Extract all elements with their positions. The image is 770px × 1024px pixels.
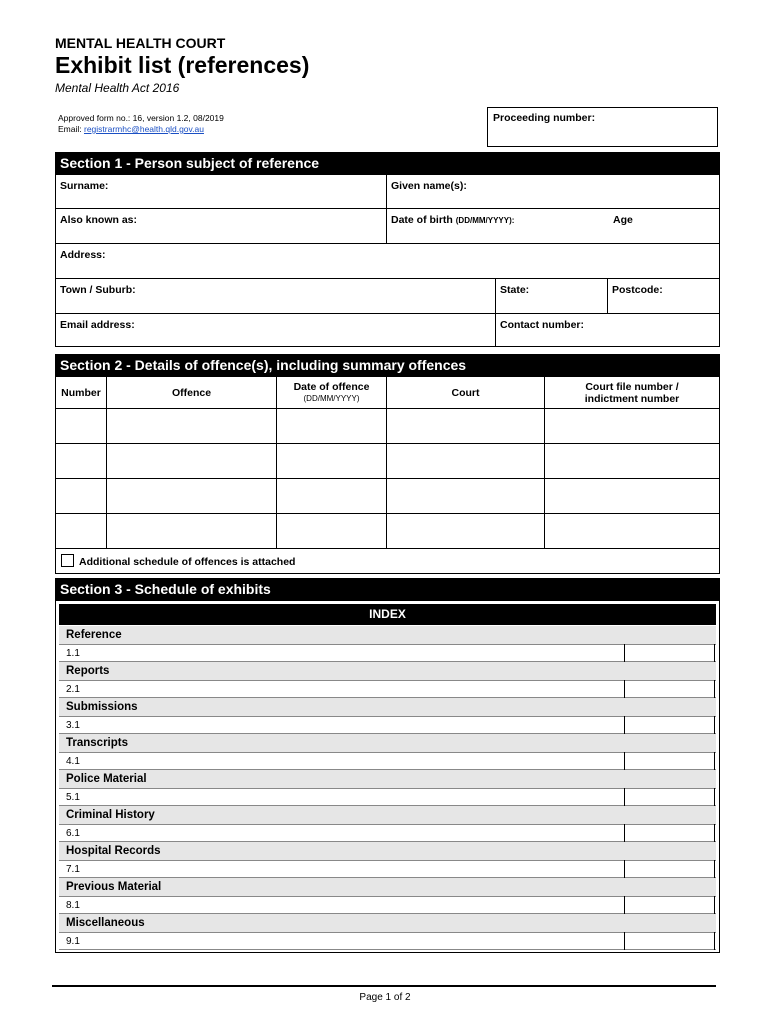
offence-row2-date[interactable] [276, 443, 387, 479]
offence-row3-file[interactable] [544, 478, 720, 514]
offence-row3-date[interactable] [276, 478, 387, 514]
exhibit-row-reports[interactable] [59, 680, 716, 698]
col-court-label: Court [451, 386, 480, 399]
exhibit-page-cell[interactable] [624, 932, 715, 950]
offence-row4-date[interactable] [276, 513, 387, 549]
additional-schedule-checkbox[interactable] [61, 554, 74, 567]
offence-row2-number[interactable] [55, 443, 107, 479]
exhibit-item: 3.1 [66, 720, 80, 731]
offence-row3-offence[interactable] [106, 478, 277, 514]
exhibit-page-cell[interactable] [624, 896, 715, 914]
dob-format: (DD/MM/YYYY): [455, 216, 515, 225]
address-label: Address: [60, 249, 106, 261]
offence-row2-file[interactable] [544, 443, 720, 479]
category-transcripts: Transcripts [59, 734, 716, 752]
additional-schedule-label: Additional schedule of offences is attached [79, 556, 296, 568]
given-names-field[interactable] [386, 174, 720, 209]
exhibit-page-cell[interactable] [624, 824, 715, 842]
act-name: Mental Health Act 2016 [55, 81, 180, 95]
col-file-header [544, 376, 720, 409]
category-police-material: Police Material [59, 770, 716, 788]
postcode-label: Postcode: [612, 284, 663, 296]
offence-row1-number[interactable] [55, 408, 107, 444]
form-approval-info [58, 113, 224, 135]
exhibit-page-cell[interactable] [624, 860, 715, 878]
offence-row3-number[interactable] [55, 478, 107, 514]
offence-row1-file[interactable] [544, 408, 720, 444]
dob-label: Date of birth [391, 214, 453, 226]
section2-header: Section 2 - Details of offence(s), including summary offences [55, 354, 720, 376]
exhibit-row-submissions[interactable] [59, 716, 716, 734]
state-label: State: [500, 284, 530, 296]
proceeding-number-label: Proceeding number: [493, 112, 596, 124]
offence-row1-date[interactable] [276, 408, 387, 444]
proceeding-number-field[interactable] [487, 107, 718, 147]
exhibit-item: 5.1 [66, 792, 80, 803]
section3-header: Section 3 - Schedule of exhibits [55, 578, 720, 600]
surname-field[interactable] [55, 174, 387, 209]
col-date-label: Date of offence [293, 380, 370, 393]
court-name: MENTAL HEALTH COURT [55, 35, 226, 51]
col-offence-label: Offence [171, 386, 212, 399]
exhibit-item: 9.1 [66, 936, 80, 947]
postcode-field[interactable] [607, 278, 720, 314]
col-court-header [386, 376, 545, 409]
page-number: Page 1 of 2 [359, 992, 411, 1003]
offence-row2-offence[interactable] [106, 443, 277, 479]
category-submissions: Submissions [59, 698, 716, 716]
exhibit-page-cell[interactable] [624, 788, 715, 806]
contact-number-label: Contact number: [500, 319, 584, 331]
index-header: INDEX [59, 604, 716, 625]
category-previous-material: Previous Material [59, 878, 716, 896]
town-field[interactable] [55, 278, 496, 314]
col-number-header [55, 376, 107, 409]
section1-header: Section 1 - Person subject of reference [55, 152, 720, 174]
registrar-email-link[interactable]: registrarmhc@health.qld.gov.au [83, 124, 204, 134]
exhibit-item: 4.1 [66, 756, 80, 767]
exhibit-row-police-material[interactable] [59, 788, 716, 806]
col-file-label-2: indictment number [584, 392, 680, 405]
col-file-label-1: Court file number / [585, 380, 679, 393]
col-offence-header [106, 376, 277, 409]
offence-row4-number[interactable] [55, 513, 107, 549]
col-date-format: (DD/MM/YYYY) [303, 393, 360, 403]
category-reports: Reports [59, 662, 716, 680]
email-label: Email: [58, 124, 84, 134]
category-hospital-records: Hospital Records [59, 842, 716, 860]
offence-row3-court[interactable] [386, 478, 545, 514]
exhibit-page-cell[interactable] [624, 680, 715, 698]
given-names-label: Given name(s): [391, 180, 467, 192]
form-title: Exhibit list (references) [55, 52, 310, 78]
contact-number-field[interactable] [495, 313, 720, 347]
age-label: Age [613, 214, 633, 226]
surname-label: Surname: [60, 180, 109, 192]
category-criminal-history: Criminal History [59, 806, 716, 824]
exhibit-row-miscellaneous[interactable] [59, 932, 716, 950]
footer-divider [52, 985, 716, 987]
email-address-label: Email address: [60, 319, 135, 331]
offence-row2-court[interactable] [386, 443, 545, 479]
state-field[interactable] [495, 278, 608, 314]
exhibit-page-cell[interactable] [624, 644, 715, 662]
aka-label: Also known as: [60, 214, 138, 226]
town-label: Town / Suburb: [60, 284, 136, 296]
offence-row1-court[interactable] [386, 408, 545, 444]
email-line [58, 124, 224, 135]
offence-row4-offence[interactable] [106, 513, 277, 549]
exhibit-item: 8.1 [66, 900, 80, 911]
dob-field[interactable] [386, 208, 720, 244]
category-miscellaneous: Miscellaneous [59, 914, 716, 932]
aka-field[interactable] [55, 208, 387, 244]
category-reference: Reference [59, 626, 716, 644]
offence-row4-court[interactable] [386, 513, 545, 549]
exhibit-item: 6.1 [66, 828, 80, 839]
email-field[interactable] [55, 313, 496, 347]
exhibit-row-reference[interactable] [59, 644, 716, 662]
offence-row1-offence[interactable] [106, 408, 277, 444]
col-date-header [276, 376, 387, 409]
col-number-label: Number [61, 386, 101, 399]
exhibit-page-cell[interactable] [624, 752, 715, 770]
address-field[interactable] [55, 243, 720, 279]
exhibit-row-criminal-history[interactable] [59, 824, 716, 842]
exhibit-item: 2.1 [66, 684, 80, 695]
exhibit-row-transcripts[interactable] [59, 752, 716, 770]
exhibit-item: 7.1 [66, 864, 80, 875]
exhibit-item: 1.1 [66, 648, 80, 659]
exhibit-row-previous-material[interactable] [59, 896, 716, 914]
approved-form-text: Approved form no.: 16, version 1.2, 08/2019 [58, 113, 224, 123]
exhibit-row-hospital-records[interactable] [59, 860, 716, 878]
offence-row4-file[interactable] [544, 513, 720, 549]
exhibit-page-cell[interactable] [624, 716, 715, 734]
